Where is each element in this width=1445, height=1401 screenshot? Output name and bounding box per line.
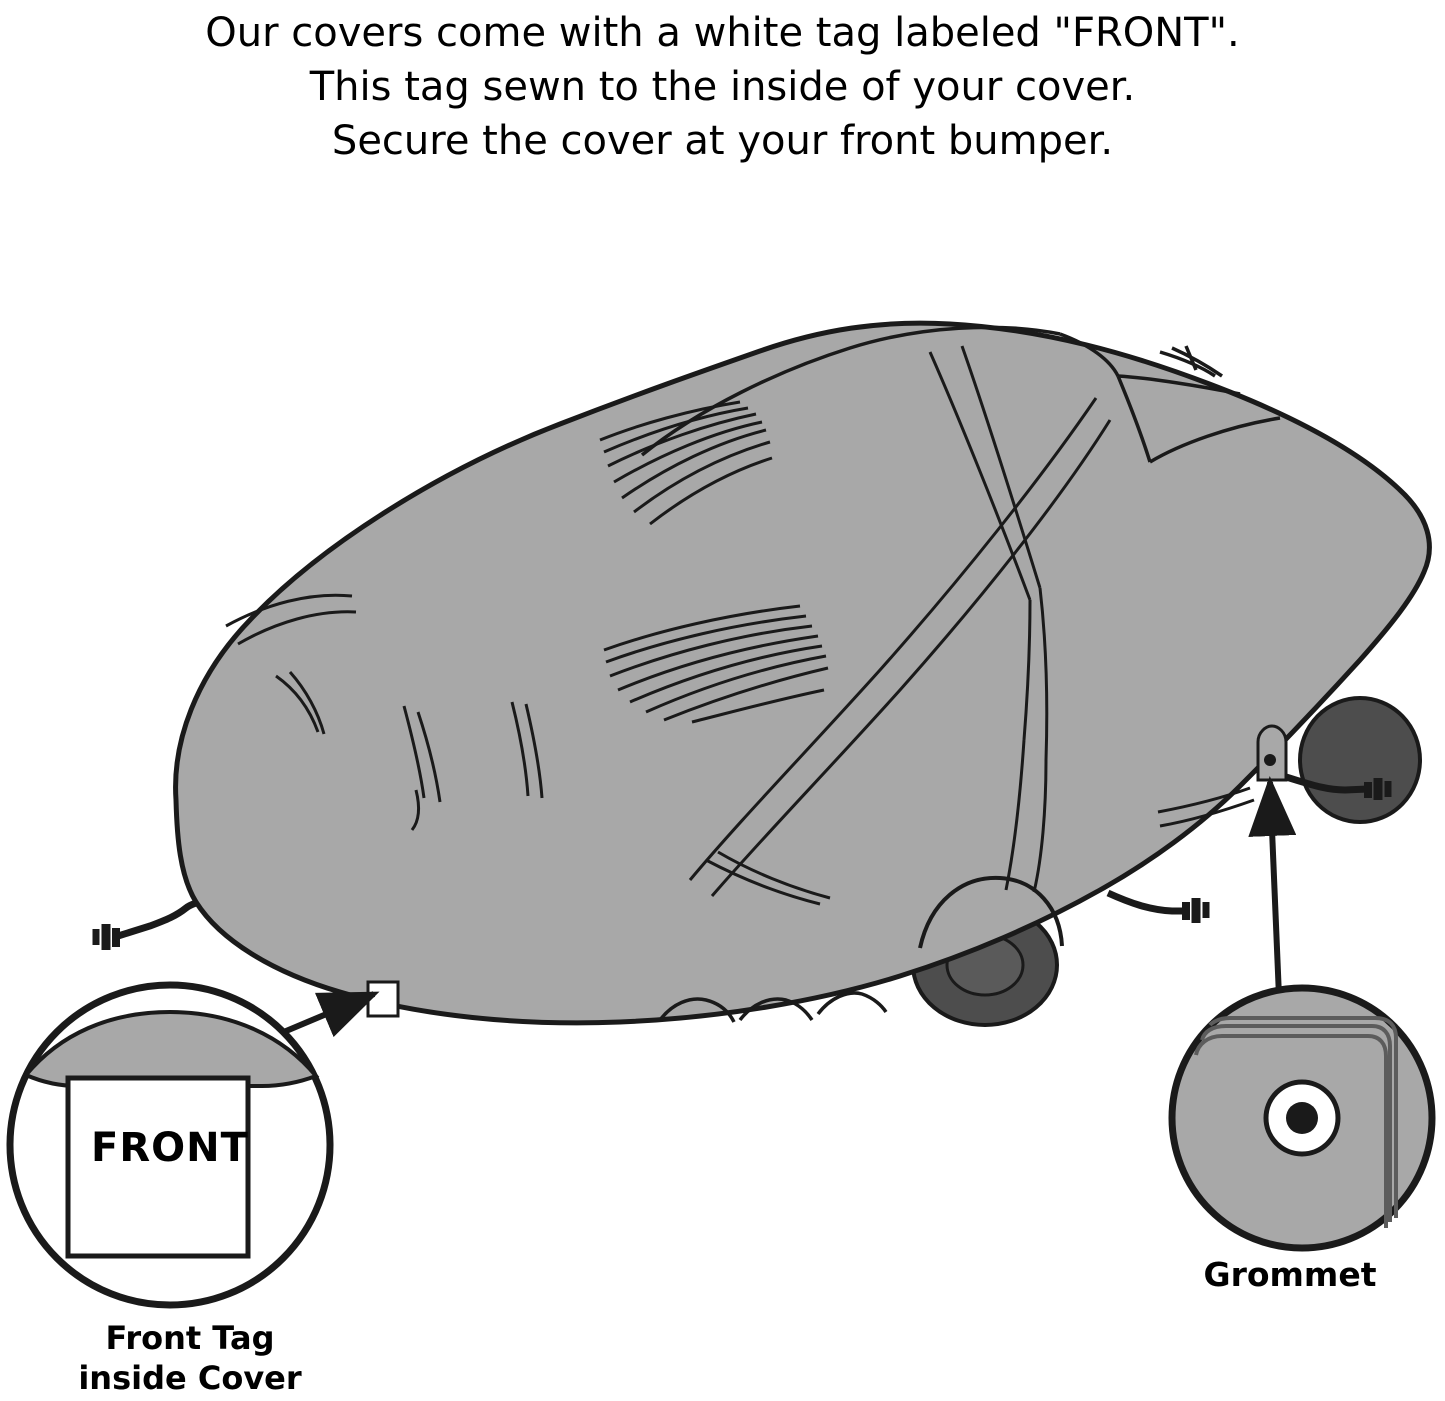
wheel-rear bbox=[1300, 698, 1420, 822]
grommet-caption: Grommet bbox=[1203, 1255, 1377, 1294]
instruction-line-2: This tag sewn to the inside of your cover. bbox=[309, 64, 1136, 110]
car-cover bbox=[176, 323, 1430, 1023]
front-tag-caption-line-1: Front Tag bbox=[105, 1319, 275, 1357]
grommet-marker-on-cover bbox=[1258, 726, 1286, 780]
grommet-callout bbox=[1172, 988, 1432, 1248]
front-tag-caption-line-2: inside Cover bbox=[78, 1359, 302, 1397]
instruction-line-1: Our covers come with a white tag labeled "FRONT". bbox=[205, 10, 1240, 56]
front-tag-marker-on-cover bbox=[368, 982, 398, 1016]
front-tag-label: FRONT bbox=[91, 1125, 249, 1171]
tie-down-strap-middle bbox=[1108, 893, 1206, 923]
front-tag-caption bbox=[10, 1318, 370, 1398]
instruction-line-3: Secure the cover at your front bumper. bbox=[331, 118, 1114, 164]
